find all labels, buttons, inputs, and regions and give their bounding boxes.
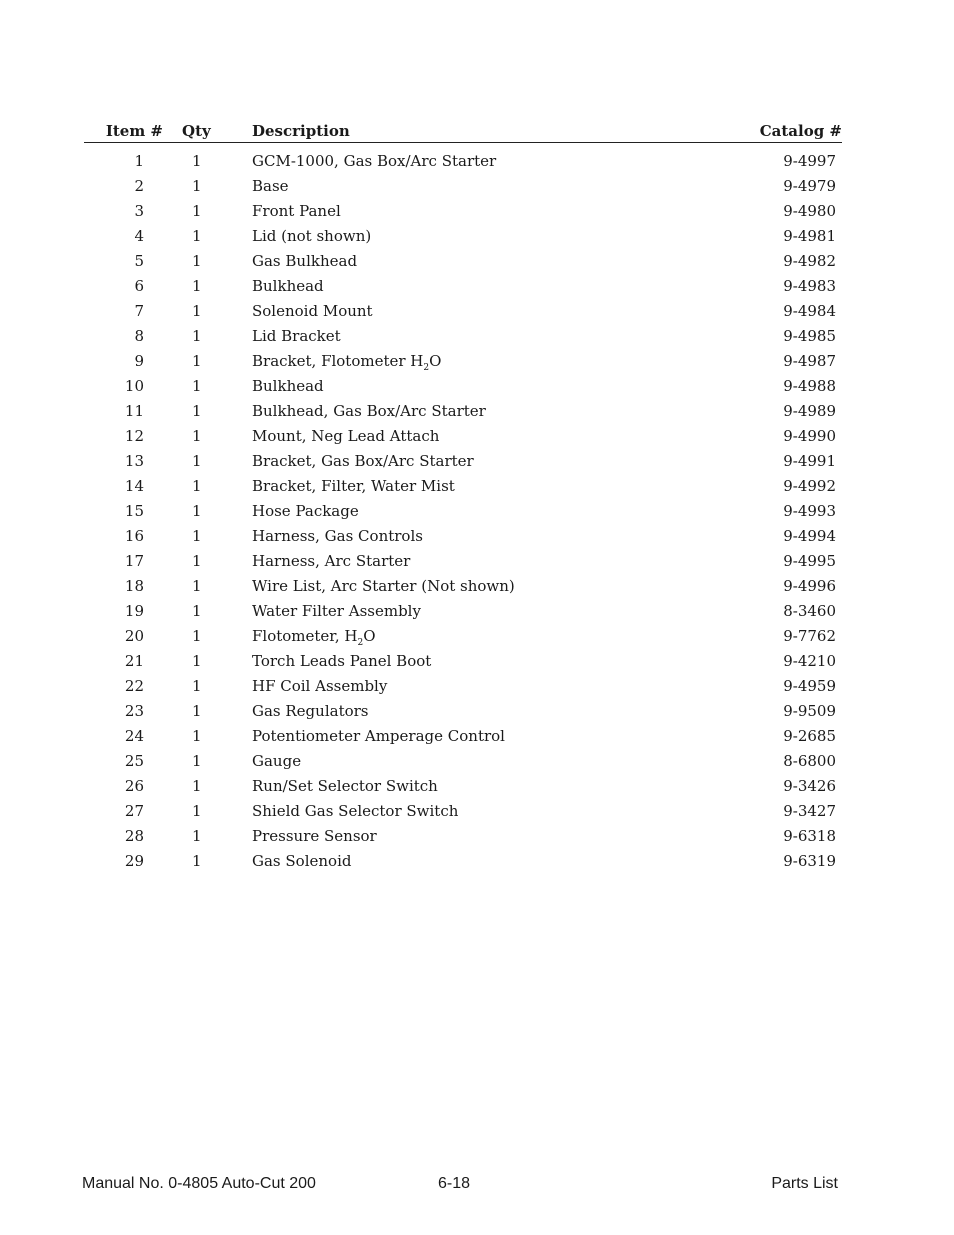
description-text: Bulkhead bbox=[252, 377, 324, 395]
qty-cell: 1 bbox=[192, 452, 202, 470]
table-row bbox=[84, 749, 842, 774]
table-row bbox=[84, 649, 842, 674]
description-text: Flotometer, H bbox=[252, 627, 358, 645]
catalog-number-cell: 9-2685 bbox=[783, 727, 836, 745]
table-row bbox=[84, 624, 842, 649]
table-row bbox=[84, 199, 842, 224]
description-text: Harness, Gas Controls bbox=[252, 527, 423, 545]
description-text: Potentiometer Amperage Control bbox=[252, 727, 505, 745]
item-number-cell: 2 bbox=[134, 177, 144, 195]
description-cell bbox=[252, 324, 341, 349]
description-text: Solenoid Mount bbox=[252, 302, 373, 320]
description-text: Shield Gas Selector Switch bbox=[252, 802, 459, 820]
qty-cell: 1 bbox=[192, 477, 202, 495]
catalog-number-cell: 9-4210 bbox=[783, 652, 836, 670]
table-row bbox=[84, 224, 842, 249]
item-number-cell: 18 bbox=[124, 577, 144, 595]
description-cell bbox=[252, 524, 423, 549]
description-suffix: O bbox=[363, 627, 376, 645]
description-text: Bracket, Gas Box/Arc Starter bbox=[252, 452, 474, 470]
description-text: Bracket, Flotometer H bbox=[252, 352, 424, 370]
description-text: Pressure Sensor bbox=[252, 827, 377, 845]
description-text: Hose Package bbox=[252, 502, 359, 520]
item-number-cell: 25 bbox=[124, 752, 144, 770]
item-number-cell: 19 bbox=[124, 602, 144, 620]
description-cell bbox=[252, 599, 421, 624]
qty-cell: 1 bbox=[192, 802, 202, 820]
description-cell bbox=[252, 749, 301, 774]
qty-cell: 1 bbox=[192, 177, 202, 195]
description-suffix: O bbox=[429, 352, 442, 370]
description-text: Gauge bbox=[252, 752, 302, 770]
item-number-cell: 28 bbox=[124, 827, 144, 845]
description-text: GCM-1000, Gas Box/Arc Starter bbox=[252, 152, 497, 170]
qty-cell: 1 bbox=[192, 752, 202, 770]
catalog-number-cell: 9-4994 bbox=[783, 527, 836, 545]
description-subscript: 2 bbox=[357, 638, 364, 648]
description-cell bbox=[252, 849, 351, 874]
catalog-number-cell: 9-4997 bbox=[783, 152, 836, 170]
footer-section-title: Parts List bbox=[771, 1175, 838, 1192]
table-row bbox=[84, 399, 842, 424]
description-cell bbox=[252, 399, 486, 424]
qty-cell: 1 bbox=[192, 827, 202, 845]
description-text: Harness, Arc Starter bbox=[252, 552, 411, 570]
qty-cell: 1 bbox=[192, 502, 202, 520]
table-row bbox=[84, 474, 842, 499]
description-cell bbox=[252, 674, 387, 699]
description-text: Front Panel bbox=[252, 202, 341, 220]
qty-cell: 1 bbox=[192, 402, 202, 420]
description-cell bbox=[252, 374, 324, 399]
qty-cell: 1 bbox=[192, 252, 202, 270]
description-text: Lid Bracket bbox=[252, 327, 341, 345]
description-cell bbox=[252, 824, 377, 849]
item-number-cell: 29 bbox=[124, 852, 144, 870]
qty-cell: 1 bbox=[192, 577, 202, 595]
description-cell bbox=[252, 474, 455, 499]
qty-cell: 1 bbox=[192, 277, 202, 295]
table-row bbox=[84, 774, 842, 799]
parts-list-table bbox=[84, 122, 842, 874]
qty-cell: 1 bbox=[192, 777, 202, 795]
description-cell bbox=[252, 149, 496, 174]
qty-cell: 1 bbox=[192, 352, 202, 370]
item-number-cell: 5 bbox=[134, 252, 144, 270]
item-number-cell: 27 bbox=[124, 802, 144, 820]
table-row bbox=[84, 149, 842, 174]
table-row bbox=[84, 799, 842, 824]
catalog-number-cell: 9-4981 bbox=[783, 227, 836, 245]
table-row bbox=[84, 699, 842, 724]
qty-cell: 1 bbox=[192, 852, 202, 870]
item-number-cell: 21 bbox=[124, 652, 144, 670]
catalog-number-cell: 9-6318 bbox=[783, 827, 836, 845]
catalog-number-cell: 9-4990 bbox=[783, 427, 836, 445]
qty-cell: 1 bbox=[192, 677, 202, 695]
catalog-number-cell: 9-4959 bbox=[783, 677, 836, 695]
item-number-cell: 14 bbox=[124, 477, 144, 495]
description-text: Run/Set Selector Switch bbox=[252, 777, 438, 795]
description-cell bbox=[252, 299, 373, 324]
qty-cell: 1 bbox=[192, 527, 202, 545]
qty-cell: 1 bbox=[192, 602, 202, 620]
catalog-number-cell: 9-4984 bbox=[783, 302, 836, 320]
qty-cell: 1 bbox=[192, 202, 202, 220]
item-number-cell: 10 bbox=[124, 377, 144, 395]
item-number-cell: 3 bbox=[134, 202, 144, 220]
catalog-number-cell: 8-3460 bbox=[783, 602, 836, 620]
description-subscript: 2 bbox=[423, 363, 430, 373]
qty-cell: 1 bbox=[192, 377, 202, 395]
table-row bbox=[84, 549, 842, 574]
catalog-number-cell: 9-4979 bbox=[783, 177, 836, 195]
description-cell bbox=[252, 699, 369, 724]
table-header bbox=[84, 122, 842, 143]
description-cell bbox=[252, 249, 357, 274]
item-number-cell: 12 bbox=[124, 427, 144, 445]
catalog-number-cell: 9-4996 bbox=[783, 577, 836, 595]
description-text: Bracket, Filter, Water Mist bbox=[252, 477, 455, 495]
description-cell bbox=[252, 449, 474, 474]
item-number-cell: 7 bbox=[134, 302, 144, 320]
description-text: Bulkhead bbox=[252, 277, 324, 295]
description-cell bbox=[252, 349, 441, 374]
item-number-cell: 26 bbox=[124, 777, 144, 795]
description-text: Water Filter Assembly bbox=[252, 602, 421, 620]
table-row bbox=[84, 499, 842, 524]
item-number-cell: 13 bbox=[124, 452, 144, 470]
item-number-cell: 1 bbox=[134, 152, 144, 170]
description-cell bbox=[252, 799, 458, 824]
table-row bbox=[84, 824, 842, 849]
table-row bbox=[84, 249, 842, 274]
description-cell bbox=[252, 274, 324, 299]
table-row bbox=[84, 424, 842, 449]
description-text: Wire List, Arc Starter (Not shown) bbox=[252, 577, 515, 595]
table-row bbox=[84, 374, 842, 399]
item-number-cell: 20 bbox=[124, 627, 144, 645]
table-row bbox=[84, 599, 842, 624]
column-header-qty: Qty bbox=[182, 122, 211, 140]
table-body bbox=[84, 149, 842, 874]
catalog-number-cell: 9-4985 bbox=[783, 327, 836, 345]
item-number-cell: 15 bbox=[124, 502, 144, 520]
description-cell bbox=[252, 174, 289, 199]
catalog-number-cell: 9-4987 bbox=[783, 352, 836, 370]
description-text: Torch Leads Panel Boot bbox=[252, 652, 432, 670]
table-row bbox=[84, 724, 842, 749]
description-text: Bulkhead, Gas Box/Arc Starter bbox=[252, 402, 486, 420]
description-cell bbox=[252, 724, 505, 749]
table-row bbox=[84, 299, 842, 324]
table-row bbox=[84, 349, 842, 374]
description-cell bbox=[252, 774, 438, 799]
catalog-number-cell: 9-4992 bbox=[783, 477, 836, 495]
catalog-number-cell: 9-4980 bbox=[783, 202, 836, 220]
column-header-catalog: Catalog # bbox=[759, 122, 842, 140]
item-number-cell: 17 bbox=[124, 552, 144, 570]
catalog-number-cell: 9-4983 bbox=[783, 277, 836, 295]
table-row bbox=[84, 174, 842, 199]
table-row bbox=[84, 674, 842, 699]
item-number-cell: 23 bbox=[124, 702, 144, 720]
description-text: HF Coil Assembly bbox=[252, 677, 388, 695]
description-cell bbox=[252, 199, 341, 224]
table-row bbox=[84, 449, 842, 474]
catalog-number-cell: 9-4991 bbox=[783, 452, 836, 470]
catalog-number-cell: 9-4982 bbox=[783, 252, 836, 270]
description-cell bbox=[252, 624, 376, 649]
description-cell bbox=[252, 574, 515, 599]
item-number-cell: 11 bbox=[124, 402, 144, 420]
catalog-number-cell: 9-3426 bbox=[783, 777, 836, 795]
catalog-number-cell: 9-4995 bbox=[783, 552, 836, 570]
qty-cell: 1 bbox=[192, 727, 202, 745]
item-number-cell: 4 bbox=[134, 227, 144, 245]
qty-cell: 1 bbox=[192, 702, 202, 720]
item-number-cell: 24 bbox=[124, 727, 144, 745]
catalog-number-cell: 9-7762 bbox=[783, 627, 836, 645]
table-row bbox=[84, 524, 842, 549]
catalog-number-cell: 9-9509 bbox=[783, 702, 836, 720]
item-number-cell: 9 bbox=[134, 352, 144, 370]
footer-manual-number: Manual No. 0-4805 Auto-Cut 200 bbox=[82, 1175, 316, 1192]
table-row bbox=[84, 274, 842, 299]
item-number-cell: 8 bbox=[134, 327, 144, 345]
qty-cell: 1 bbox=[192, 627, 202, 645]
table-row bbox=[84, 574, 842, 599]
description-cell bbox=[252, 424, 439, 449]
description-cell bbox=[252, 649, 431, 674]
qty-cell: 1 bbox=[192, 652, 202, 670]
column-header-item: Item # bbox=[105, 122, 163, 140]
description-text: Gas Solenoid bbox=[252, 852, 352, 870]
description-text: Gas Regulators bbox=[252, 702, 369, 720]
qty-cell: 1 bbox=[192, 152, 202, 170]
description-cell bbox=[252, 499, 359, 524]
description-text: Lid (not shown) bbox=[252, 227, 372, 245]
catalog-number-cell: 9-4989 bbox=[783, 402, 836, 420]
column-header-description: Description bbox=[252, 122, 350, 140]
table-row bbox=[84, 324, 842, 349]
qty-cell: 1 bbox=[192, 302, 202, 320]
table-row bbox=[84, 849, 842, 874]
footer-page-number: 6-18 bbox=[438, 1175, 471, 1192]
catalog-number-cell: 8-6800 bbox=[783, 752, 836, 770]
catalog-number-cell: 9-4993 bbox=[783, 502, 836, 520]
qty-cell: 1 bbox=[192, 327, 202, 345]
item-number-cell: 16 bbox=[124, 527, 144, 545]
catalog-number-cell: 9-6319 bbox=[783, 852, 836, 870]
catalog-number-cell: 9-3427 bbox=[783, 802, 836, 820]
item-number-cell: 22 bbox=[124, 677, 144, 695]
description-text: Mount, Neg Lead Attach bbox=[252, 427, 440, 445]
description-text: Base bbox=[252, 177, 289, 195]
qty-cell: 1 bbox=[192, 552, 202, 570]
qty-cell: 1 bbox=[192, 427, 202, 445]
description-text: Gas Bulkhead bbox=[252, 252, 358, 270]
catalog-number-cell: 9-4988 bbox=[783, 377, 836, 395]
description-cell bbox=[252, 549, 410, 574]
qty-cell: 1 bbox=[192, 227, 202, 245]
item-number-cell: 6 bbox=[134, 277, 144, 295]
description-cell bbox=[252, 224, 371, 249]
